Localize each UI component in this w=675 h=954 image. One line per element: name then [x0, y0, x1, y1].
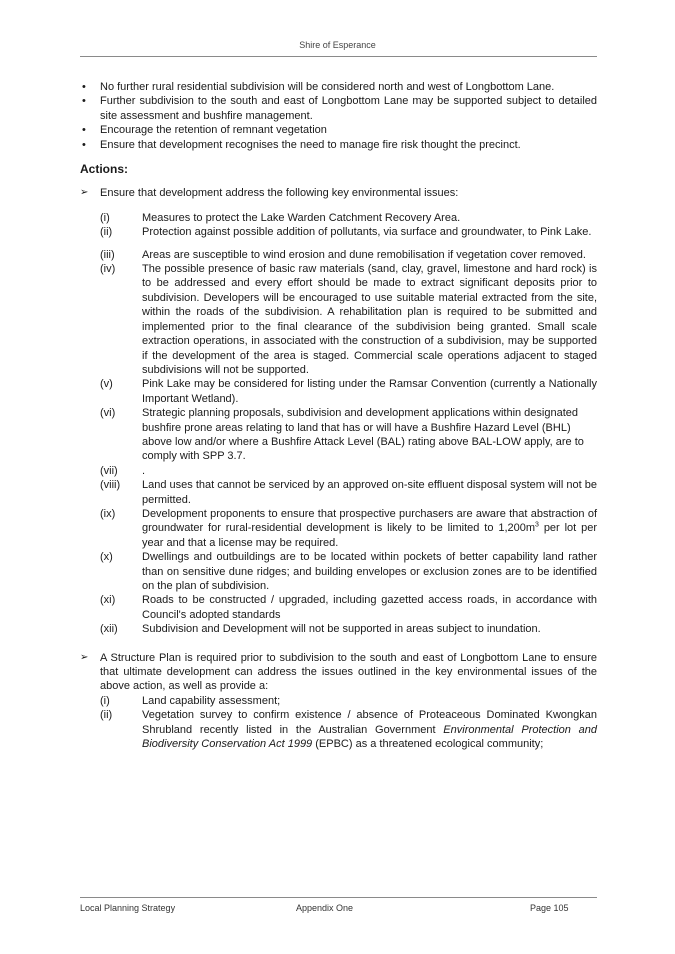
action-item	[80, 186, 597, 200]
footer-section: Appendix One	[296, 903, 354, 913]
footer-divider	[80, 897, 597, 898]
action-item	[80, 651, 597, 694]
sublist-item: (ii) Protection against possible addition of pollutants, via surface and groundwater, to Pink Lake.	[100, 226, 592, 239]
list-item: • Ensure that development recognises the need to manage fire risk thought the precinct.	[82, 138, 521, 151]
sublist-item: (xii) Subdivision and Development will not be supported in areas subject to inundation.	[100, 623, 541, 636]
sublist-item: (viii) Land uses that cannot be serviced by an approved on-site effluent disposal system will not be permitted.	[100, 479, 597, 506]
list-item: • Further subdivision to the south and east of Longbottom Lane may be supported subject to detailed site assessment and bushfire management.	[82, 95, 597, 122]
sublist-item: (x) Dwellings and outbuildings are to be located within pockets of better capability land rather than on sensitive dune ridges; and building envelopes or exclusion zones are to be identified on the plan of subdivision.	[100, 551, 597, 592]
action-sublist	[80, 211, 597, 637]
sublist-item: (v) Pink Lake may be considered for listing under the Ramsar Convention (currently a Nationally Important Wetland).	[100, 378, 597, 405]
page-content	[80, 80, 597, 751]
bullet-icon: •	[82, 95, 86, 108]
sublist-item: (i) Measures to protect the Lake Warden Catchment Recovery Area.	[100, 211, 461, 224]
arrow-bullet-icon: ➢	[80, 187, 89, 199]
bullet-icon: •	[82, 138, 86, 151]
bullet-icon: •	[82, 81, 86, 93]
sublist-item: (xi) Roads to be constructed / upgraded, including gazetted access roads, in accordance with Council's adopted standards	[100, 594, 597, 621]
list-item: • Encourage the retention of remnant vegetation	[82, 124, 327, 137]
action-intro: Ensure that development address the following key environmental issues:	[100, 187, 459, 200]
bullet-icon: •	[82, 124, 86, 137]
sublist-item: (ix) Development proponents to ensure that prospective purchasers are aware that abstraction of groundwater for rural-residential development is likely to be limited to $1,200m^3$ per lot per year and that a license may be required.	[100, 507, 597, 549]
sublist-item: (vii) .	[100, 464, 146, 477]
sublist-item: (iv) The possible presence of basic raw materials (sand, clay, gravel, limestone and hard rock) is to be addressed and every effort should be made to extract significant deposits prior to subdivision. Developers will be encouraged to use suitable material extracted from the site, within the roads of the subdivision. A rehabilitation plan is required to be submitted and implemented prior to the final clearance of the subdivision being granted. Small scale extraction operations, in associated with the construction of a subdivision, may be supported if the development of the area is staged. Commercial scale operations adjacent to staged subdivisions will not be supported.	[100, 263, 597, 376]
sublist-item: (ii) Vegetation survey to confirm existence / absence of Proteaceous Dominated Kwongkan Shrubland recently listed in the Australian Government Environmental Protection and Biodiversity Conservation Act 1999 (EPBC) as a threatened ecological community;	[100, 709, 597, 751]
footer-document-title: Local Planning Strategy	[80, 903, 176, 913]
spacer	[80, 240, 597, 248]
actions-heading: Actions:	[80, 162, 128, 177]
page-header: Shire of Esperance	[299, 40, 376, 50]
sublist-item: (iii) Areas are susceptible to wind erosion and dune remobilisation if vegetation cover removed.	[100, 248, 586, 261]
footer-page-number: Page 105	[530, 903, 569, 913]
sublist-item: (i) Land capability assessment;	[100, 694, 281, 707]
action-intro: A Structure Plan is required prior to subdivision to the south and east of Longbottom Lane to ensure that ultimate development can address the issues outlined in the key environmental issues of the above action, as well as provide a:	[100, 651, 597, 693]
header-divider	[80, 56, 597, 57]
arrow-bullet-icon: ➢	[80, 651, 89, 663]
sublist-item: (vi) Strategic planning proposals, subdivision and development applications within designated bushfire prone areas relating to land that has or will have a Bushfire Hazard Level (BHL) above low and/or where a Bushfire Attack Level (BAL) rating above BAL-LOW apply, are to comply with SPP 3.7.	[100, 407, 584, 463]
bullet-list	[80, 80, 597, 152]
action-sublist	[80, 694, 597, 752]
list-item: • No further rural residential subdivision will be considered north and west of Longbottom Lane.	[82, 81, 555, 93]
